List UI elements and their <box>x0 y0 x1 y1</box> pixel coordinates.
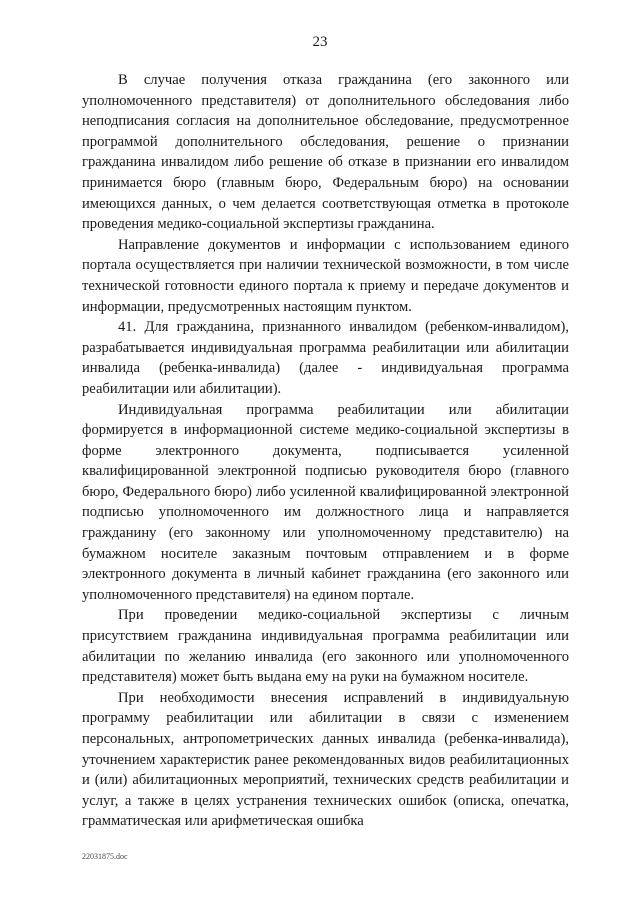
paragraph-corrections: При необходимости внесения исправлений в индивидуальную программу реабилитации или абилитации в связи с изменением персональных, антропометрических данных инвалида (ребенка-инвалида), уточнением характеристик ранее рекомендованных видов реабилитационных и (или) абилитационных мероприятий, технических средств реабилитации и услуг, а также в целях устранения технических ошибок (описка, опечатка, грамматическая или арифметическая ошибка <box>82 689 569 830</box>
paragraph-personal-presence: При проведении медико-социальной экспертизы с личным присутствием гражданина индивидуальная программа реабилитации или абилитации по желанию инвалида (его законного или уполномоченного представителя) может быть выдана ему на руки на бумажном носителе. <box>82 607 569 686</box>
paragraph-program-formation: Индивидуальная программа реабилитации или абилитации формируется в информационной системе медико-социальной экспертизы в форме электронного документа, подписывается усиленной квалифицированной электронной подписью руководителя бюро (главного бюро, Федерального бюро) либо усиленной квалифицированной электронной подписью уполномоченного им должностного лица и направляется гражданину (его законному или уполномоченному представителю) на бумажном носителе заказным почтовым отправлением и в форме электронного документа в личный кабинет гражданина (его законного или уполномоченного представителя) на едином портале. <box>82 401 569 603</box>
document-body <box>82 70 569 832</box>
paragraph-refusal: В случае получения отказа гражданина (его законного или уполномоченного представителя) от дополнительного обследования либо неподписания согласия на дополнительное обследование, предусмотренное программой дополнительного обследования, решение о признании гражданина инвалидом либо решение об отказе в признании его инвалидом принимается бюро (главным бюро, Федеральным бюро) на основании имеющихся данных, о чем делается соответствующая отметка в протоколе проведения медико-социальной экспертизы гражданина. <box>82 72 569 233</box>
document-filename: 22031875.doc <box>82 852 128 861</box>
paragraph-item-41: 41. Для гражданина, признанного инвалидом (ребенком-инвалидом), разрабатывается индивидуальная программа реабилитации или абилитации инвалида (ребенка-инвалида) (далее - индивидуальная программа реабилитации или абилитации). <box>82 319 569 397</box>
page-number: 23 <box>312 34 328 50</box>
paragraph-portal-documents: Направление документов и информации с использованием единого портала осуществляется при наличии технической возможности, в том числе технической готовности единого портала к приему и передаче документов и информации, предусмотренных настоящим пунктом. <box>82 236 569 315</box>
